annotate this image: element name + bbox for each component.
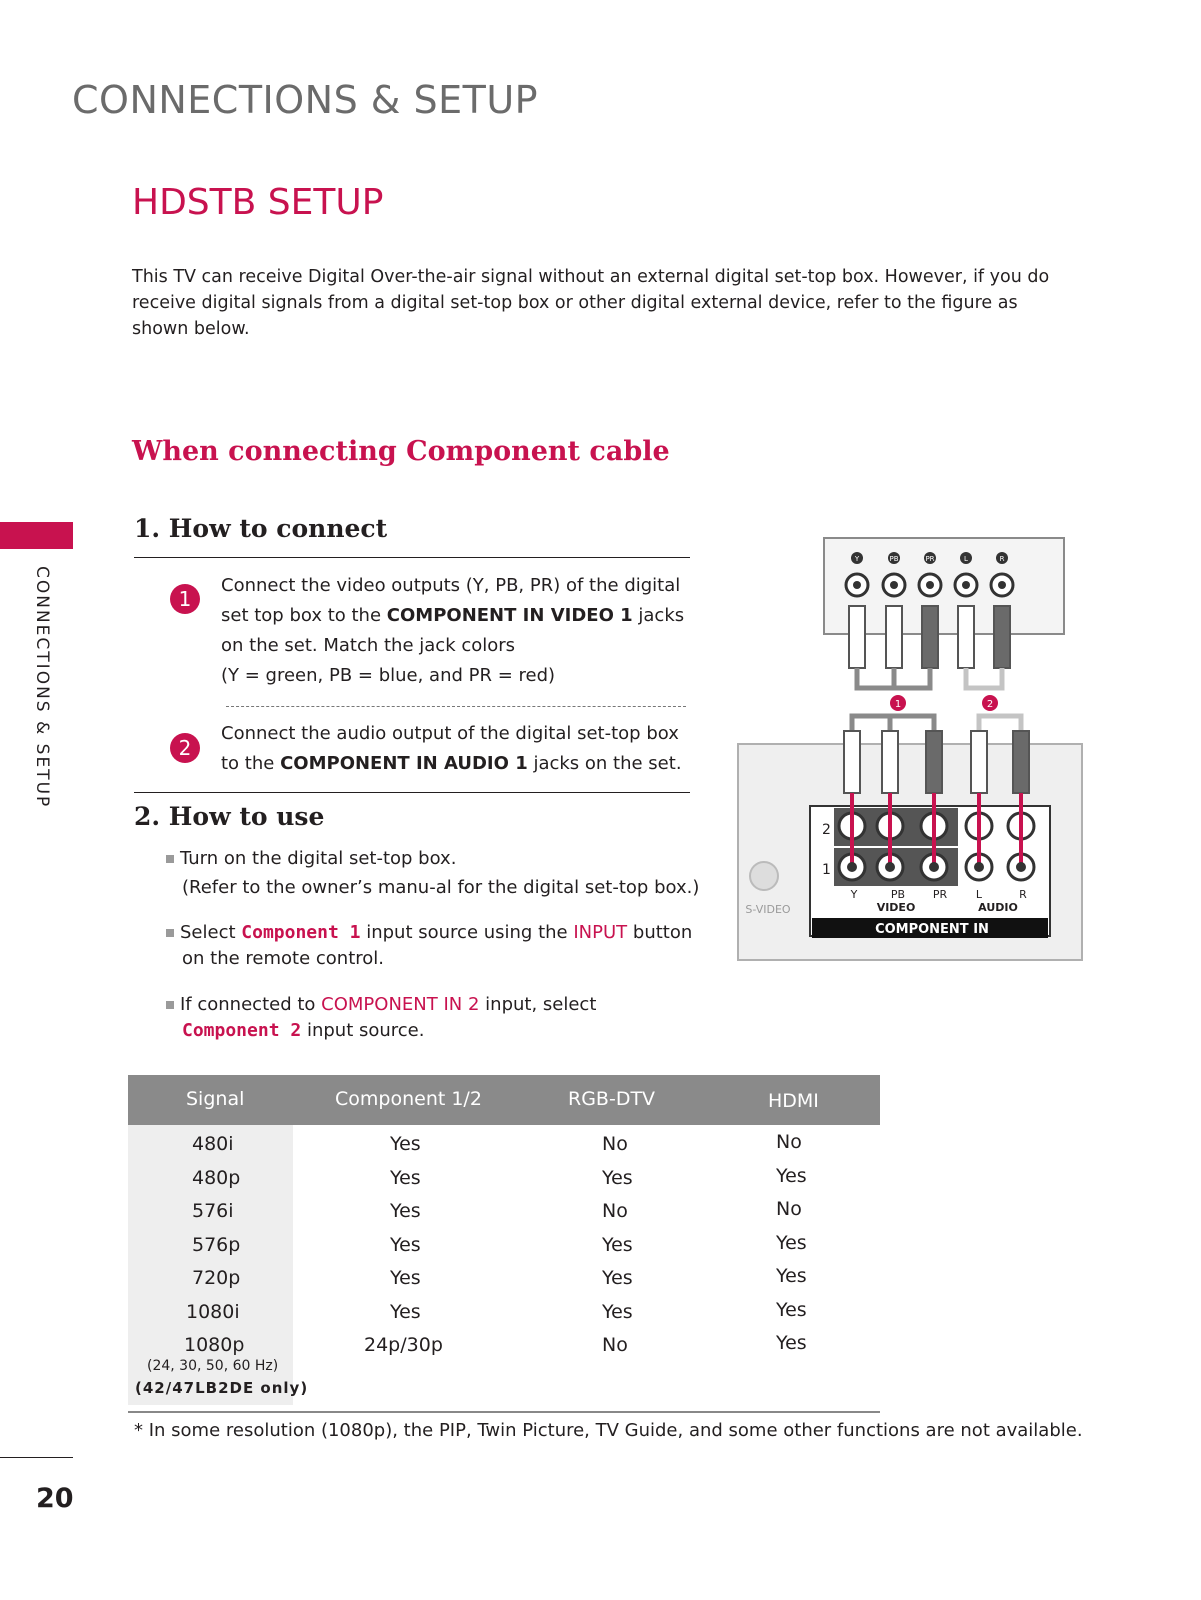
connection-diagram [736, 536, 1086, 966]
svg-text:R: R [1019, 888, 1027, 901]
svg-text:1: 1 [822, 862, 831, 878]
page-number: 20 [36, 1483, 74, 1514]
bullet-square-icon [166, 855, 174, 863]
svg-text:Y: Y [850, 888, 858, 901]
intro-paragraph: This TV can receive Digital Over-the-air signal without an external digital set-top box. However, if you do receive digital signals from a digital set-top box or other digital external device, refer to the figure as shown below. [132, 267, 1050, 339]
table-header-cell: Signal [186, 1088, 245, 1110]
page-number-rule [0, 1457, 73, 1458]
svg-text:PR: PR [925, 555, 935, 563]
table-bottom-rule [128, 1411, 880, 1413]
how-to-connect-heading: 1. How to connect [134, 514, 388, 543]
side-tab-label: CONNECTIONS & SETUP [32, 566, 52, 809]
use-bullet-1-note: (Refer to the owner’s manu-al for the digital set-top box.) [182, 877, 700, 898]
table-row: 480p Yes Yes Yes [192, 1164, 807, 1189]
footnote: * In some resolution (1080p), the PIP, Twin Picture, TV Guide, and some other functions are not available. [134, 1420, 1083, 1441]
svg-text:Y: Y [854, 555, 860, 563]
divider [134, 792, 690, 793]
step-1-text: Connect the video outputs (Y, PB, PR) of the digital set top box to the COMPONENT IN VIDEO 1 jacks on the set. Match the jack colors (Y = green, PB = blue, and PR = red) [221, 575, 685, 686]
svg-text:L: L [964, 555, 968, 563]
step-2-text: Connect the audio output of the digital set-top box to the COMPONENT IN AUDIO 1 jacks on the set. [221, 723, 682, 774]
side-tab-bar [0, 522, 73, 549]
dashed-divider [226, 706, 686, 707]
table-note-models: (42/47LB2DE only) [135, 1379, 309, 1397]
table-row: 720p Yes Yes Yes [192, 1265, 807, 1289]
table-note-frequencies: (24, 30, 50, 60 Hz) [147, 1358, 279, 1374]
table-row: 1080i Yes Yes Yes [186, 1298, 807, 1323]
table-header-cell: HDMI [768, 1090, 819, 1112]
table-header [128, 1075, 880, 1125]
table-header-cell: Component 1/2 [335, 1088, 482, 1110]
svg-text:2: 2 [822, 822, 831, 838]
use-bullet-1: Turn on the digital set-top box. [166, 846, 456, 872]
step-1-badge: 1 [170, 584, 200, 614]
signal-table [128, 1075, 880, 1397]
table-row: 480i Yes No No [192, 1131, 802, 1155]
how-to-use-heading: 2. How to use [134, 802, 325, 831]
subsection-title: When connecting Component cable [132, 436, 670, 467]
use-bullet-2: Select Component 1 input source using the INPUT button [166, 920, 696, 946]
bullet-square-icon [166, 1001, 174, 1009]
use-bullet-3-cont: Component 2 input source. [182, 1020, 425, 1041]
svg-text:L: L [975, 888, 983, 901]
divider [134, 557, 690, 558]
bullet-square-icon [166, 929, 174, 937]
use-bullet-2-cont: on the remote control. [182, 948, 384, 969]
s-video-jack-icon [750, 862, 778, 890]
svg-text:1: 1 [894, 699, 902, 710]
section-title: HDSTB SETUP [132, 182, 384, 223]
svg-text:PR: PR [932, 888, 948, 901]
svg-text:VIDEO: VIDEO [876, 901, 916, 914]
page-header-title: CONNECTIONS & SETUP [72, 78, 539, 122]
table-row: 576i Yes No No [192, 1198, 802, 1222]
svg-text:PB: PB [889, 555, 899, 563]
step-2-badge: 2 [170, 733, 200, 763]
svg-text:COMPONENT IN: COMPONENT IN [875, 922, 989, 937]
table-row: 1080p 24p/30p No Yes [184, 1332, 807, 1356]
svg-text:R: R [999, 555, 1005, 563]
table-body [128, 1125, 880, 1397]
table-header-cell: RGB-DTV [568, 1088, 656, 1110]
svg-text:AUDIO: AUDIO [978, 901, 1018, 914]
use-bullet-3: If connected to COMPONENT IN 2 input, select [166, 992, 686, 1018]
table-row: 576p Yes Yes Yes [192, 1231, 807, 1256]
svg-text:2: 2 [986, 699, 994, 710]
svg-text:PB: PB [890, 888, 906, 901]
svg-text:S-VIDEO: S-VIDEO [745, 903, 791, 916]
